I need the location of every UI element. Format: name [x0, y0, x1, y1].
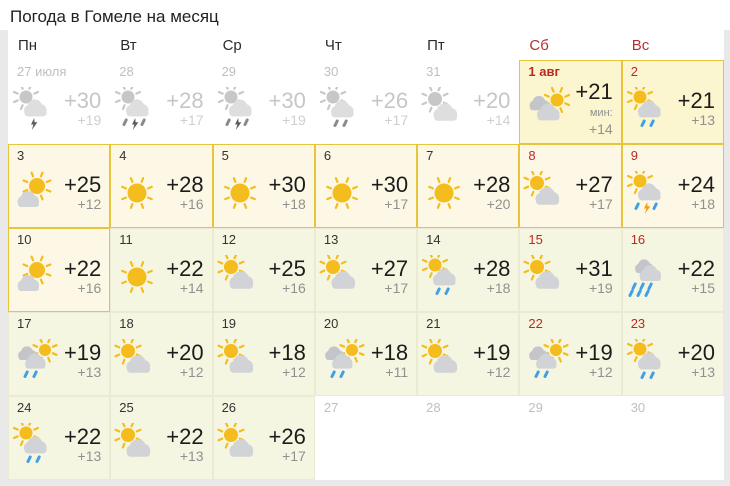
- day-date: 27: [323, 400, 339, 415]
- temp-max: +25: [63, 172, 102, 197]
- clouds-sun-rain-icon: [522, 339, 570, 383]
- temp-min-value: +12: [282, 364, 306, 380]
- sun-icon: [113, 255, 161, 299]
- temp-min-value: +14: [486, 112, 511, 128]
- cloud-sun-icon: [216, 339, 264, 383]
- day-date: 10: [17, 232, 32, 247]
- day-date: 20: [323, 316, 339, 331]
- temp-max: +27: [575, 172, 613, 197]
- clouds-sun-icon: [522, 87, 570, 131]
- temp-min: [64, 280, 101, 296]
- weekday-label: Сб: [529, 36, 549, 54]
- temp-min-value: +13: [77, 448, 102, 464]
- day-cell[interactable]: [110, 144, 212, 228]
- temp-max: +24: [677, 172, 715, 197]
- cloud-sun-icon: [420, 87, 468, 131]
- day-date: 6: [323, 148, 332, 163]
- temp-min: [575, 280, 612, 296]
- page-edge-left: [0, 30, 8, 486]
- cloud-sun-icon: [318, 255, 366, 299]
- weekday-label: Чт: [324, 36, 342, 54]
- page-title: Погода в Гомеле на месяц: [10, 7, 219, 26]
- temp-min: [64, 196, 101, 212]
- sun-cloud-icon: [11, 171, 59, 215]
- calendar-grid: [8, 60, 724, 480]
- day-cell[interactable]: [110, 228, 212, 312]
- day-date: 31: [426, 64, 441, 79]
- temp-max: +27: [370, 256, 409, 281]
- temp-max: +31: [575, 256, 613, 281]
- day-cell[interactable]: [519, 144, 621, 228]
- day-date: 17: [17, 316, 32, 331]
- day-date: 12: [221, 232, 237, 247]
- day-cell[interactable]: [519, 312, 621, 396]
- cloud-sun-rain-icon: [318, 87, 366, 131]
- temp-min: [575, 196, 612, 212]
- day-cell: [417, 396, 519, 480]
- temp-min-value: +12: [179, 364, 204, 380]
- temp-max: +22: [63, 424, 102, 449]
- clouds-sun-rain-icon: [11, 339, 59, 383]
- sun-icon: [420, 171, 468, 215]
- temp-min: [371, 112, 408, 128]
- day-date: 9: [630, 148, 638, 163]
- day-cell[interactable]: [315, 60, 417, 144]
- day-date: 11: [119, 232, 133, 247]
- temp-min: [473, 280, 510, 296]
- temp-min: [570, 103, 612, 137]
- temp-max: +18: [370, 340, 409, 365]
- temp-min: [64, 364, 101, 380]
- temp-max: +21: [677, 88, 715, 113]
- day-cell[interactable]: [417, 312, 519, 396]
- temp-min: [269, 448, 306, 464]
- cloud-sun-rain-thunder-icon: [113, 87, 161, 131]
- day-cell[interactable]: [519, 228, 621, 312]
- weekday-label: Пт: [427, 36, 445, 54]
- temp-min: [269, 112, 306, 128]
- temp-max: +30: [268, 172, 306, 197]
- temp-min-value: +16: [282, 280, 306, 296]
- day-date: 22: [528, 316, 543, 331]
- day-date: 15: [528, 232, 543, 247]
- temp-min-value: +17: [179, 112, 204, 128]
- weekday-label: Ср: [222, 36, 242, 54]
- day-cell[interactable]: [417, 144, 519, 228]
- cloud-sun-rain-icon: [420, 255, 468, 299]
- sun-cloud-icon: [11, 255, 59, 299]
- day-cell[interactable]: [8, 396, 110, 480]
- temp-min-value: +17: [384, 196, 409, 212]
- cloud-sun-icon: [113, 339, 161, 383]
- temp-min-value: +19: [588, 280, 613, 296]
- cloud-sun-rain-icon: [11, 423, 59, 467]
- temp-max: +19: [473, 340, 511, 365]
- temp-min: [371, 364, 408, 380]
- day-date: 14: [426, 232, 441, 247]
- temp-max: +18: [268, 340, 306, 365]
- day-cell[interactable]: [213, 144, 315, 228]
- day-cell: [622, 396, 724, 480]
- temp-min: [64, 448, 101, 464]
- day-date: 16: [630, 232, 646, 247]
- month-calendar: [8, 30, 724, 480]
- day-cell[interactable]: [8, 312, 110, 396]
- day-cell[interactable]: [519, 60, 621, 144]
- cloud-sun-icon: [522, 171, 570, 215]
- day-cell: [315, 396, 417, 480]
- temp-min-value: +11: [385, 364, 409, 380]
- weekday-label: Вт: [120, 36, 137, 54]
- temp-min: [473, 112, 510, 128]
- cloud-sun-icon: [420, 339, 468, 383]
- temp-max: +25: [268, 256, 306, 281]
- temp-max: +21: [575, 79, 613, 104]
- sun-icon: [318, 171, 366, 215]
- day-cell[interactable]: [417, 60, 519, 144]
- temp-min: [166, 112, 203, 128]
- temp-min-value: +13: [179, 448, 204, 464]
- day-date: 21: [426, 316, 441, 331]
- temp-min: [166, 364, 203, 380]
- cloud-sun-rain-icon: [625, 339, 673, 383]
- day-date: 26: [221, 400, 237, 415]
- temp-min: [371, 196, 408, 212]
- day-date: 27 июля: [17, 64, 67, 79]
- temp-max: +22: [166, 256, 204, 281]
- day-cell[interactable]: [8, 228, 110, 312]
- sun-icon: [216, 171, 264, 215]
- cloud-sun-thunder-icon: [11, 87, 59, 131]
- day-cell[interactable]: [110, 60, 212, 144]
- temp-min-value: +14: [588, 121, 613, 137]
- weekday-label: Пн: [18, 36, 38, 54]
- temp-min-value: +18: [486, 280, 511, 296]
- temp-min-value: +17: [588, 196, 613, 212]
- temp-max: +30: [268, 88, 306, 113]
- temp-min: [269, 280, 306, 296]
- temp-max: +19: [63, 340, 102, 365]
- day-cell[interactable]: [315, 144, 417, 228]
- day-cell[interactable]: [110, 312, 212, 396]
- clouds-sun-rain-icon: [318, 339, 366, 383]
- temp-min: [473, 364, 510, 380]
- page-edge-bottom: [0, 480, 730, 486]
- temp-min-value: +19: [282, 112, 306, 128]
- temp-min-value: +18: [691, 196, 715, 212]
- temp-min-value: +13: [691, 112, 715, 128]
- temp-min-value: +16: [179, 196, 204, 212]
- clouds-rain-icon: [625, 255, 673, 299]
- temp-max: +20: [473, 88, 511, 113]
- temp-min: [64, 112, 101, 128]
- temp-min-value: +12: [588, 364, 613, 380]
- day-cell[interactable]: [622, 144, 724, 228]
- day-cell[interactable]: [417, 228, 519, 312]
- temp-min: [269, 364, 306, 380]
- day-date: 4: [119, 148, 127, 163]
- day-date: 1 авг: [528, 64, 560, 79]
- cloud-sun-icon: [113, 423, 161, 467]
- temp-max: +19: [575, 340, 613, 365]
- cloud-sun-icon: [522, 255, 570, 299]
- day-date: 19: [221, 316, 237, 331]
- day-date: 23: [630, 316, 646, 331]
- day-date: 7: [426, 148, 434, 163]
- temp-min: [371, 280, 408, 296]
- temp-min: [166, 196, 203, 212]
- temp-max: +26: [268, 424, 306, 449]
- temp-min: [678, 112, 715, 128]
- temp-max: +30: [370, 172, 409, 197]
- temp-min: [166, 280, 203, 296]
- temp-max: +30: [63, 88, 102, 113]
- temp-min: [678, 196, 715, 212]
- day-date: 2: [630, 64, 638, 79]
- day-cell[interactable]: [213, 60, 315, 144]
- cloud-sun-rain-thunder-icon: [625, 171, 673, 215]
- temp-min-value: +12: [77, 196, 102, 212]
- temp-max: +26: [370, 88, 409, 113]
- cloud-sun-icon: [216, 423, 264, 467]
- day-cell[interactable]: [213, 312, 315, 396]
- cloud-sun-rain-icon: [625, 87, 673, 131]
- day-cell[interactable]: [213, 396, 315, 480]
- day-cell[interactable]: [110, 396, 212, 480]
- temp-max: +28: [473, 172, 511, 197]
- min-label: мин:: [589, 107, 613, 119]
- temp-min-value: +17: [384, 112, 409, 128]
- temp-max: +28: [473, 256, 511, 281]
- day-date: 13: [323, 232, 339, 247]
- day-cell: [519, 396, 621, 480]
- temp-min: [269, 196, 306, 212]
- page-edge-right: [724, 30, 730, 486]
- temp-min-value: +13: [77, 364, 102, 380]
- temp-min: [678, 364, 715, 380]
- cloud-sun-rain-thunder-icon: [216, 87, 264, 131]
- day-cell[interactable]: [8, 60, 110, 144]
- temp-max: +22: [166, 424, 204, 449]
- day-date: 28: [426, 400, 441, 415]
- temp-min: [678, 280, 715, 296]
- temp-min-value: +20: [486, 196, 511, 212]
- temp-min-value: +16: [77, 280, 102, 296]
- temp-max: +20: [166, 340, 204, 365]
- temp-max: +22: [63, 256, 102, 281]
- temp-min-value: +13: [691, 364, 715, 380]
- day-cell[interactable]: [315, 312, 417, 396]
- day-cell[interactable]: [8, 144, 110, 228]
- day-date: 18: [119, 316, 134, 331]
- temp-max: +28: [166, 88, 204, 113]
- temp-max: +28: [166, 172, 204, 197]
- day-date: 29: [528, 400, 543, 415]
- day-cell[interactable]: [622, 312, 724, 396]
- temp-min-value: +12: [486, 364, 511, 380]
- temp-min-value: +15: [691, 280, 715, 296]
- day-cell[interactable]: [213, 228, 315, 312]
- temp-min-value: +19: [77, 112, 102, 128]
- day-date: 3: [17, 148, 25, 163]
- temp-min-value: +17: [282, 448, 306, 464]
- day-date: 24: [17, 400, 32, 415]
- day-cell[interactable]: [622, 60, 724, 144]
- day-cell[interactable]: [315, 228, 417, 312]
- day-date: 5: [221, 148, 229, 163]
- day-date: 29: [221, 64, 237, 79]
- weekday-header: [8, 30, 724, 60]
- day-date: 28: [119, 64, 134, 79]
- temp-min: [473, 196, 510, 212]
- cloud-sun-icon: [216, 255, 264, 299]
- temp-min-value: +17: [384, 280, 409, 296]
- temp-min-value: +18: [282, 196, 306, 212]
- weekday-label: Вс: [631, 36, 650, 54]
- temp-min: [575, 364, 612, 380]
- temp-max: +20: [677, 340, 715, 365]
- sun-icon: [113, 171, 161, 215]
- temp-min: [166, 448, 203, 464]
- temp-max: +22: [677, 256, 715, 281]
- day-cell[interactable]: [622, 228, 724, 312]
- day-date: 30: [323, 64, 339, 79]
- day-date: 25: [119, 400, 134, 415]
- day-date: 8: [528, 148, 536, 163]
- day-date: 30: [630, 400, 646, 415]
- temp-min-value: +14: [179, 280, 204, 296]
